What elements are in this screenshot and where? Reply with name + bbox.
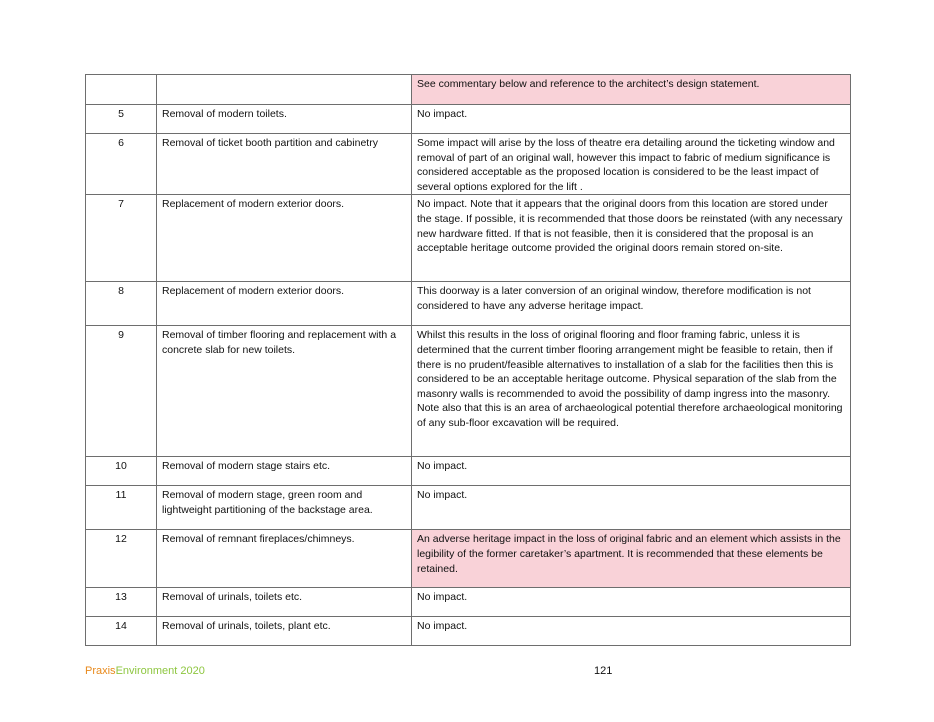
table-row bbox=[86, 75, 851, 105]
row-number-cell: 10 bbox=[86, 457, 157, 486]
footer-year: 2020 bbox=[180, 665, 205, 677]
impact-assessment-cell: Some impact will arise by the loss of theatre era detailing around the ticketing window and removal of part of an original wall, however this impact to fabric of medium significance is considered acceptable as the proposed location is considered to be the least impact of several options explored for the lift . bbox=[412, 134, 851, 195]
impact-assessment-cell: No impact. Note that it appears that the original doors from this location are stored under the stage. If possible, it is recommended that those doors be reinstated (with any necessary new hardware fitted. If that is not feasible, then it is considered that the proposal is an acceptable heritage outcome provided the original doors remain stored on-site. bbox=[412, 195, 851, 282]
row-number-cell: 5 bbox=[86, 105, 157, 134]
table-row bbox=[86, 105, 851, 134]
action-cell: Replacement of modern exterior doors. bbox=[157, 282, 412, 326]
footer-brand bbox=[85, 665, 205, 677]
table-row bbox=[86, 326, 851, 457]
action-cell: Removal of urinals, toilets, plant etc. bbox=[157, 617, 412, 646]
row-number-cell: 7 bbox=[86, 195, 157, 282]
table-row bbox=[86, 530, 851, 588]
table-row bbox=[86, 134, 851, 195]
action-cell: Removal of modern stage stairs etc. bbox=[157, 457, 412, 486]
impact-assessment-cell: No impact. bbox=[412, 457, 851, 486]
impact-assessment-cell: No impact. bbox=[412, 617, 851, 646]
table-row bbox=[86, 282, 851, 326]
action-cell: Removal of timber flooring and replacement with a concrete slab for new toilets. bbox=[157, 326, 412, 457]
action-cell: Removal of modern toilets. bbox=[157, 105, 412, 134]
action-cell: Removal of urinals, toilets etc. bbox=[157, 588, 412, 617]
brand-praxis-text: Praxis bbox=[85, 665, 116, 677]
impact-assessment-cell: No impact. bbox=[412, 486, 851, 530]
impact-assessment-cell: No impact. bbox=[412, 588, 851, 617]
page-number: 121 bbox=[594, 665, 613, 677]
table-row bbox=[86, 486, 851, 530]
row-number-cell: 14 bbox=[86, 617, 157, 646]
row-number-cell: 9 bbox=[86, 326, 157, 457]
row-number-cell: 8 bbox=[86, 282, 157, 326]
impact-assessment-cell: See commentary below and reference to the architect’s design statement. bbox=[412, 75, 851, 105]
impact-assessment-cell: Whilst this results in the loss of original flooring and floor framing fabric, unless it is determined that the current timber flooring arrangement might be feasible to retain, then if there is no prudent/feasible alternatives to installation of a slab for the facilities then this is considered to be an acceptable heritage outcome. Physical separation of the slab from the masonry walls is recommended to avoid the possibility of damp ingress into the masonry. Note also that this is an area of archaeological potential therefore archaeological monitoring of any sub-floor excavation will be required. bbox=[412, 326, 851, 457]
action-cell: Replacement of modern exterior doors. bbox=[157, 195, 412, 282]
table-row bbox=[86, 195, 851, 282]
brand-environment-text: Environment bbox=[115, 665, 178, 677]
row-number-cell: 12 bbox=[86, 530, 157, 588]
table-row bbox=[86, 617, 851, 646]
table-row bbox=[86, 457, 851, 486]
action-cell: Removal of modern stage, green room and lightweight partitioning of the backstage area. bbox=[157, 486, 412, 530]
impact-assessment-cell: This doorway is a later conversion of an original window, therefore modification is not considered to have any adverse heritage impact. bbox=[412, 282, 851, 326]
impact-assessment-cell: An adverse heritage impact in the loss of original fabric and an element which assists in the legibility of the former caretaker’s apartment. It is recommended that these elements be retained. bbox=[412, 530, 851, 588]
row-number-cell bbox=[86, 75, 157, 105]
action-cell: Removal of remnant fireplaces/chimneys. bbox=[157, 530, 412, 588]
impact-assessment-cell: No impact. bbox=[412, 105, 851, 134]
table-row bbox=[86, 588, 851, 617]
row-number-cell: 6 bbox=[86, 134, 157, 195]
row-number-cell: 13 bbox=[86, 588, 157, 617]
row-number-cell: 11 bbox=[86, 486, 157, 530]
action-cell: Removal of ticket booth partition and cabinetry bbox=[157, 134, 412, 195]
heritage-impact-table bbox=[85, 74, 851, 646]
action-cell bbox=[157, 75, 412, 105]
